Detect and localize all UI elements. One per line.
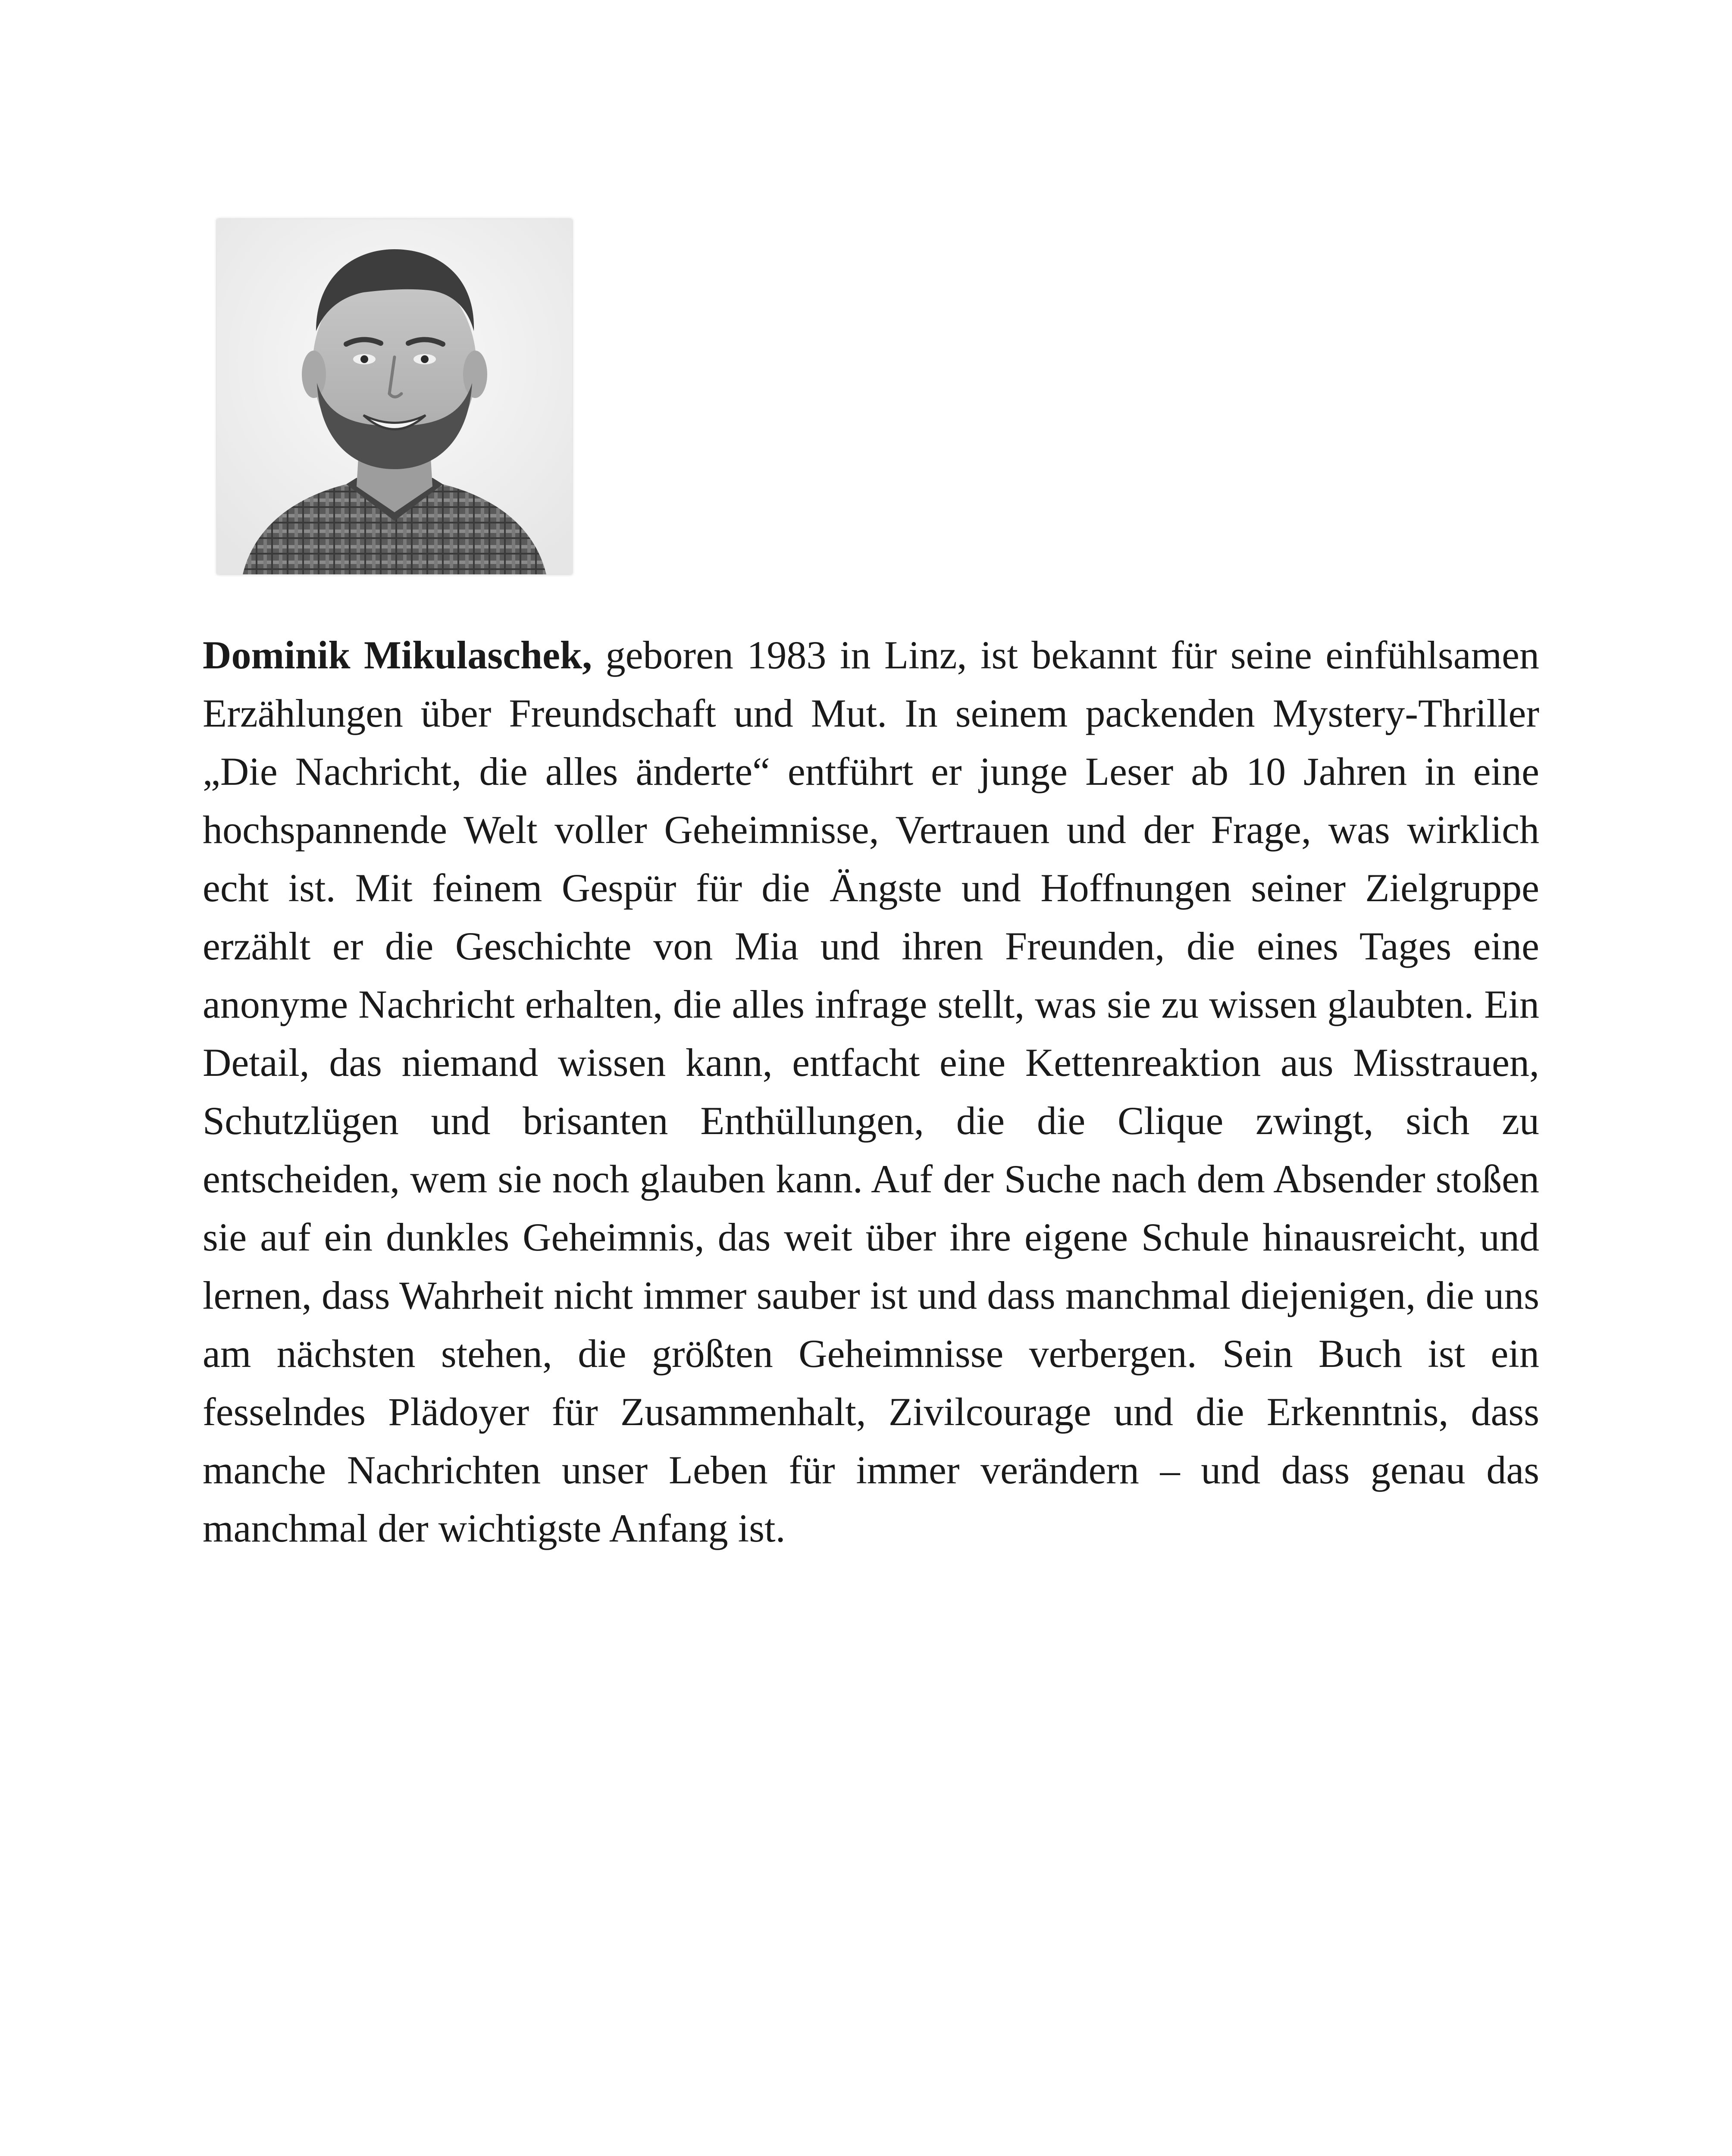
author-name: Dominik Mikulaschek, [203, 633, 592, 677]
author-portrait-image [217, 219, 572, 574]
author-bio [203, 626, 1539, 1557]
author-photo [217, 219, 572, 574]
bio-text: geboren 1983 in Linz, ist bekannt für seine einfühlsamen Erzählungen über Freundschaft und Mut. In seinem packenden Mystery-Thriller „Die Nachricht, die alles änderte“ entführt er junge Leser ab 10 Jahren in eine hochspannende Welt voller Geheimnisse, Vertrauen und der Frage, was wirklich echt ist. Mit feinem Gespür für die Ängste und Hoffnungen seiner Zielgruppe erzählt er die Geschichte von Mia und ihren Freunden, die eines Tages eine anonyme Nachricht erhalten, die alles infrage stellt, was sie zu wissen glaubten. Ein Detail, das niemand wissen kann, entfacht eine Kettenreaktion aus Misstrauen, Schutzlügen und brisanten Enthüllungen, die die Clique zwingt, sich zu entscheiden, wem sie noch glauben kann. Auf der Suche nach dem Absender stoßen sie auf ein dunkles Geheimnis, das weit über ihre eigene Schule hinausreicht, und lernen, dass Wahrheit nicht immer sauber ist und dass manchmal diejenigen, die uns am nächsten stehen, die größten Geheimnisse verbergen. Sein Buch ist ein fesselndes Plädoyer für Zusammenhalt, Zivilcourage und die Erkenntnis, dass manche Nachrichten unser Leben für immer verändern – und dass genau das manchmal der wichtigste Anfang ist. [203, 633, 1539, 1550]
